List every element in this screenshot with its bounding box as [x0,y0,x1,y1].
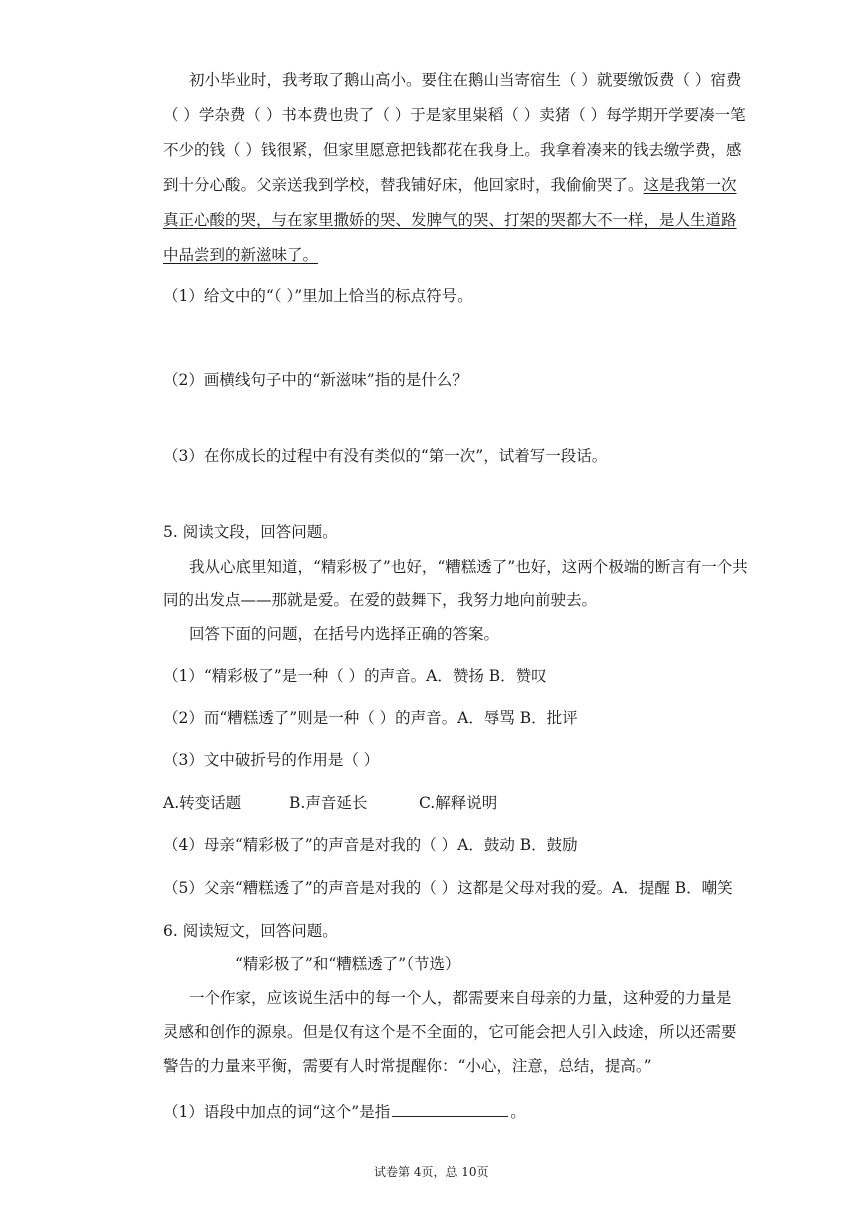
passage-line [163,175,737,195]
page-footer: 试卷第 4页，总 10页 [374,1165,489,1179]
answer-blank[interactable] [392,1101,508,1117]
excerpt-title: “精彩极了”和“糟糕透了”（节选） [235,955,461,973]
question-item: （3）在你成长的过程中有没有类似的“第一次”，试着写一段话。 [163,447,608,465]
question-item: （4）母亲“精彩极了”的声音是对我的（ ）A．鼓动 B．鼓励 [163,836,578,854]
question-item [163,1101,526,1121]
passage-line: 一个作家，应该说生活中的每一个人，都需要来自母亲的力量，这种爱的力量是 [189,989,732,1007]
question-heading: 6. 阅读短文，回答问题。 [163,922,338,940]
question-item: （2）画横线句子中的“新滋味”指的是什么？ [163,371,468,389]
question-item: （2）而“糟糕透了”则是一种（ ）的声音。A．辱骂 B．批评 [163,709,578,727]
question-end: 。 [510,1103,526,1121]
question-item: （1）“精彩极了”是一种（ ）的声音。A．赞扬 B．赞叹 [163,667,547,685]
passage-line: 我从心底里知道，“精彩极了”也好，“糟糕透了”也好，这两个极端的断言有一个共 [189,558,748,576]
question-item: （1）给文中的“（ ）”里加上恰当的标点符号。 [163,287,473,305]
passage-line: 灵感和创作的源泉。但是仅有这个是不全面的，它可能会把人引入歧途，所以还需要 [163,1023,737,1041]
underlined-sentence: 这是我第一次 [643,176,737,194]
instruction: 回答下面的问题，在括号内选择正确的答案。 [189,625,500,643]
option-c: C.解释说明 [419,794,498,812]
question-item: （3）文中破折号的作用是（ ） [163,751,380,769]
passage-line: 同的出发点——那就是爱。在爱的鼓舞下，我努力地向前驶去。 [163,591,598,609]
question-text: （1）语段中加点的词“这个”是指 [163,1103,391,1121]
underlined-sentence: 中品尝到的新滋味了。 [163,246,319,264]
question-item: （5）父亲“糟糕透了”的声音是对我的（ ）这都是父母对我的爱。A．提醒 B．嘲笑 [163,879,733,897]
underlined-sentence: 真正心酸的哭，与在家里撒娇的哭、发脾气的哭、打架的哭都大不一样，是人生道路 [163,211,737,229]
passage-line: 初小毕业时，我考取了鹅山高小。要住在鹅山当寄宿生（ ）就要缴饭费（ ）宿费 [189,71,742,89]
question-heading: 5. 阅读文段，回答问题。 [163,523,338,541]
passage-line: （ ）学杂费（ ）书本费也贵了（ ）于是家里粜稻（ ）卖猪（ ）每学期开学要凑一笔 [163,106,746,124]
option-a: A.转变话题 [163,794,242,812]
option-b: B.声音延长 [289,794,368,812]
passage-line: 不少的钱（ ）钱很紧，但家里愿意把钱都花在我身上。我拿着凑来的钱去缴学费，感 [163,141,742,159]
passage-line: 警告的力量来平衡，需要有人时常提醒你：“小心，注意，总结，提高。” [163,1057,652,1075]
passage-text: 到十分心酸。父亲送我到学校，替我铺好床，他回家时，我偷偷哭了。 [163,176,644,194]
